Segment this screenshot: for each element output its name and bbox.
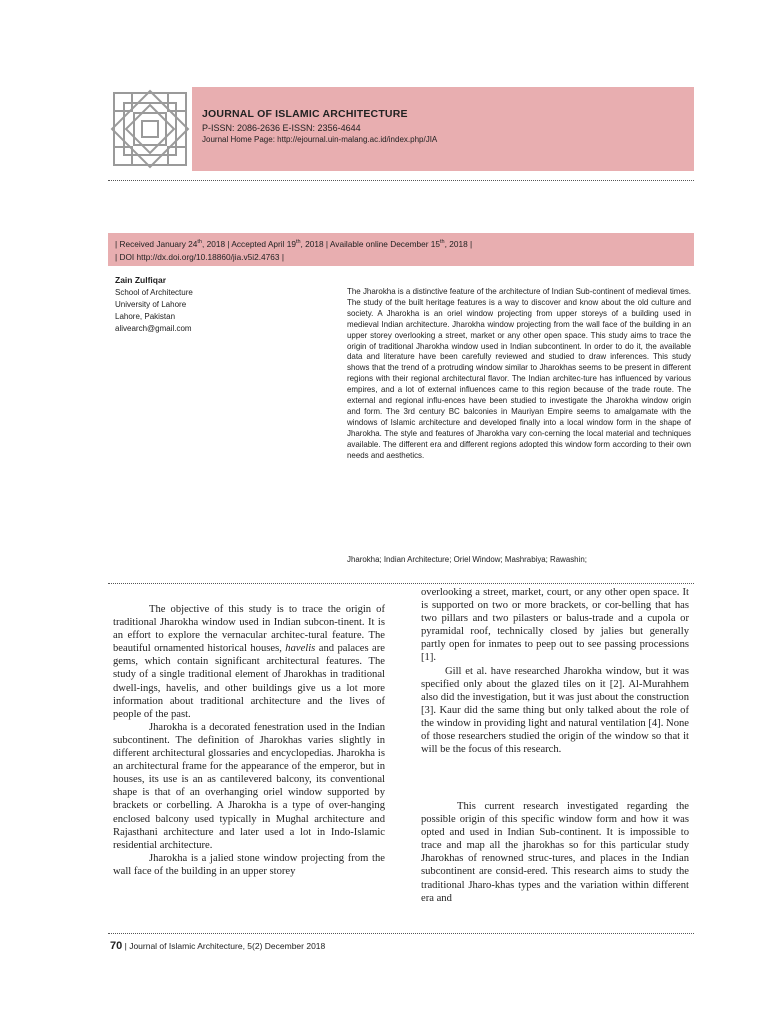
journal-title: JOURNAL OF ISLAMIC ARCHITECTURE (202, 108, 408, 120)
page-footer (110, 940, 325, 952)
body-column-right-lower (421, 800, 689, 905)
body-paragraph: overlooking a street, market, court, or any other open space. It is supported on two or more brackets, or cor-belling that has two pillars and two pilasters or balus-trade and a cupola or pyramidal roof, technically closed by jalies but generally partly open for inmates to peep out to see passing processions [1]. (421, 587, 689, 664)
keywords: Jharokha; Indian Architecture; Oriel Window; Mashrabiya; Rawashin; (347, 555, 587, 564)
page-number: 70 (110, 940, 123, 952)
body-paragraph: Jharokha is a jalied stone window projecting from the wall face of the building in an upper storey (113, 852, 385, 877)
body-paragraph: Gill et al. have researched Jharokha window, but it was specified only about the glazed tiles on it [2]. Al-Murahhem also did the investigation, but it was just about the construction [3]. Kaur did the same thing but only talked about the role of the window in providing light and natural ventilation [4]. None of those researchers studied the origin of the window so that it will be the focus of this research. (421, 665, 689, 756)
journal-header-band (108, 87, 694, 171)
body-paragraph: This current research investigated regarding the possible origin of this specific window form and how it was opted and used in Indian Sub-continent. It is impossible to trace and map all the jharokhas so for this particular study Jharokhas of renowned struc-tures, and places in the Indian subcontinent are consid-ered. This research aims to study the traditional Jharo-khas types and the variation within different era and (421, 801, 689, 904)
author-affiliation: School of Architecture (115, 288, 193, 297)
geometric-logo-icon (108, 87, 192, 171)
journal-logo (108, 87, 192, 171)
divider (108, 933, 694, 934)
body-column-right (421, 586, 689, 756)
footer-citation: | Journal of Islamic Architecture, 5(2) December 2018 (124, 941, 326, 951)
author-affiliation: University of Lahore (115, 300, 187, 309)
article-dates: | Received January 24th, 2018 | Accepted April 19th, 2018 | Available online December 15th, 2018 | (115, 239, 473, 249)
journal-issn: P-ISSN: 2086-2636 E-ISSN: 2356-4644 (202, 123, 361, 133)
divider (108, 180, 694, 181)
author-email[interactable]: alivearch@gmail.com (115, 324, 192, 333)
body-paragraph: Jharokha is a decorated fenestration used in the Indian subcontinent. The definition of Jharokhas varies slightly in different architectural glossaries and encyclopedias. Jharokha is an architectural frame for the appearance of the emperor, but in houses, its use is an as cantilevered balcony, its conventional shape is that of an overhanging oriel window supported by brackets or corbelling. A Jharokha is a type of over-hanging enclosed balcony used typically in Mughal architecture and Rajasthani architecture and later used a lot in Indo-Islamic residential architecture. (113, 721, 385, 851)
author-name: Zain Zulfiqar (115, 275, 166, 285)
abstract: The Jharokha is a distinctive feature of the architecture of Indian Sub-continent of medieval times. The study of the built heritage features is a way to discover and know about the old culture and society. A Jharokha is an oriel window projecting from upper storeys of a building used in medieval Indian architecture. Jharokha window projecting from the wall face of the building in an upper storey overlooking a street, market or any other open space. This study aims to trace the origin of traditional Jharokha window used in Indian subcontinent. In order to do it, the available data and literature have been carefully reviewed and studied to draw inferences. This study shows that the trend of a protruding window similar to Jharokhas seems to be present in different regions with their regional architectural flavor. The Indian architec-ture has influenced by various empires, and a lot of external influences came to this region because of the trade route. The external and regional influ-ences have been studied to investigate the Jharokha window origin and form. The 3rd century BC balconies in Mauriyan Empire seems to amalgamate with the windows of Islamic architecture and developed finally into a local window form in the shape of Jharokha. The style and features of Jharokha vary con-cerning the local material and techniques available. The different era and different regions adopted this window form according to their own needs and aesthetics. (347, 287, 691, 460)
author-affiliation: Lahore, Pakistan (115, 312, 176, 321)
journal-home-page-link[interactable]: Journal Home Page: http://ejournal.uin-malang.ac.id/index.php/JIA (202, 135, 438, 144)
divider (108, 583, 694, 584)
body-column-left (113, 603, 385, 878)
body-paragraph: The objective of this study is to trace the origin of traditional Jharokha window used in Indian subcon-tinent. It is an effort to explore the vernacular architec-tural feature. The beautiful ornamented historical houses, havelis and palaces are gems, which contain significant architectural features. The study of a single traditional element of Jharokhas in traditional dwell-ings, havelis, and other buildings give us a lot more information about traditional architecture and the lives of people of the past. (113, 604, 385, 720)
doi-link[interactable]: | DOI http://dx.doi.org/10.18860/jia.v5i2.4763 | (115, 252, 284, 262)
